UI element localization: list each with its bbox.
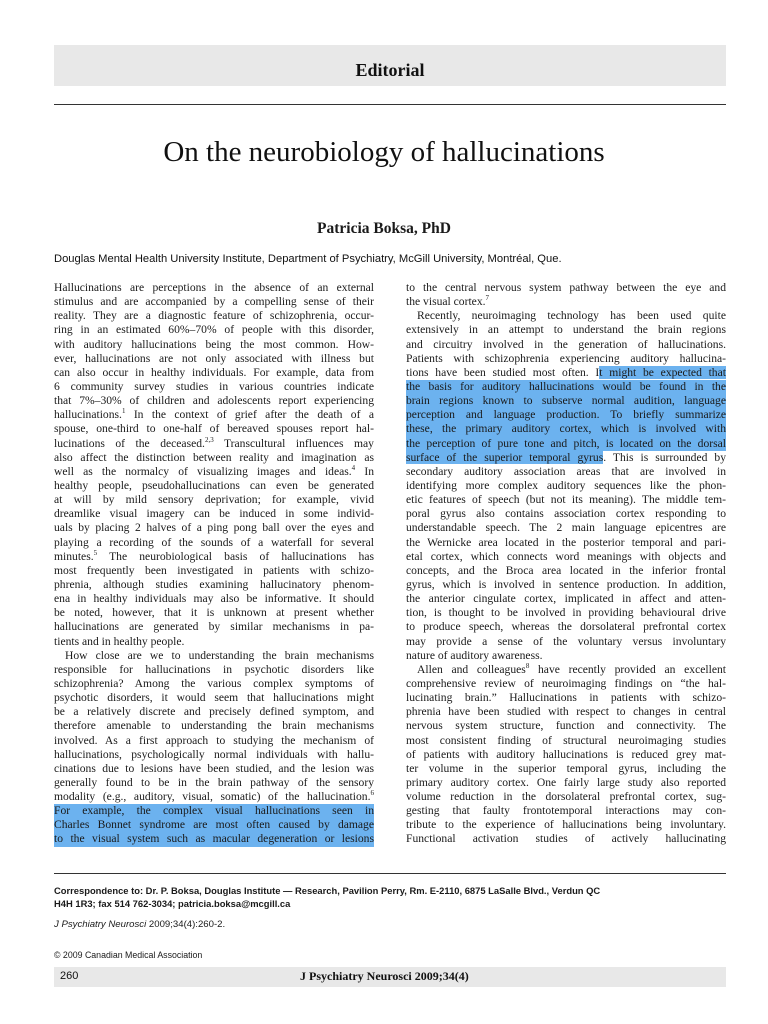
text-line [406,366,726,380]
text-line [54,620,374,634]
text-line [406,295,726,309]
line-text: healthy people, pseudohallucinations can even be generated [54,478,374,492]
line-text: identifying more complex auditory sequences like the phon- [406,478,726,492]
line-text: primary auditory cortex. One fairly large study also reported [406,775,726,789]
text-line [406,606,726,620]
copyright: © 2009 Canadian Medical Association [54,950,203,960]
text-line [406,818,726,832]
text-line [54,479,374,493]
reference-mark: 8 [525,662,530,670]
line-text: dreamlike visual imagery can be induced in some individ- [54,507,374,521]
text-line [406,734,726,748]
text-line [406,719,726,733]
journal-issue: J Psychiatry Neurosci 2009;34(4) [300,969,469,983]
text-line [406,790,726,804]
text-line [54,281,374,295]
line-text: Functional activation studies of actively hallucinating [406,832,726,846]
line-text: can also occur in healthy individuals. For example, data from [54,365,374,379]
line-text: Transcultural influences may [213,436,374,450]
text-line [54,649,374,663]
line-text: comprehensive review of neuroimaging findings on “the hal- [406,676,726,690]
text-line [54,790,374,804]
text-line [54,295,374,309]
text-line [54,635,374,649]
line-text: brain regions known to subserve normal audition, language [406,394,726,408]
reference-mark: 4 [351,464,356,472]
citation-details: 2009;34(4):260-2. [146,919,226,930]
text-line [54,719,374,733]
section-header-band [54,45,726,86]
text-line [406,479,726,493]
line-text: concepts, and the Broca area located in the inferior frontal [406,563,726,577]
line-text: of patients with auditory hallucinations is reduced grey mat- [406,747,726,761]
body-column-left [54,281,374,847]
line-text: therefore amenable to understanding the brain mechanisms [54,719,374,733]
author-affiliation: Douglas Mental Health University Institute, Department of Psychiatry, McGill University, Montréal, Que. [54,253,562,265]
line-text: hallucinations. [54,408,122,422]
line-text: How close are we to understanding the brain mechanisms [65,648,374,662]
line-text: hallucinations are generated by similar mechanisms in pa- [54,620,374,634]
line-text: schizophrenia? Among the various complex symptoms of [54,676,374,690]
highlighted-text: t might be expected that [599,365,726,379]
line-text: Allen and colleagues [417,662,526,676]
text-line [54,734,374,748]
text-line [406,507,726,521]
section-title: Editorial [355,60,425,80]
text-line [54,366,374,380]
line-text: psychotic disorders, it would seem that hallucinations might [54,691,374,705]
line-text: may provide a sense of the voluntary versus involuntary [406,634,726,648]
text-line [54,380,374,394]
line-text: Hallucinations are perceptions in the absence of an external [54,281,374,294]
correspondence-block [54,884,600,910]
text-line [54,437,374,451]
text-line [54,663,374,677]
text-line [406,281,726,295]
line-text: minutes. [54,549,94,563]
text-line [54,507,374,521]
line-text: generally found to be in the brain pathway of the sensory [54,775,374,789]
line-text: . This is surrounded by [603,450,726,464]
text-line [406,394,726,408]
line-text: 6 community survey studies in various countries indicate [54,379,374,393]
text-line [406,663,726,677]
line-text: etal cortex, which connects word meanings with objects and [406,549,726,563]
line-text: secondary auditory association areas that are involved in [406,464,726,478]
line-text: also affect the distinction between reality and imagination as [54,450,374,464]
text-line [406,776,726,790]
line-text: responsible for hallucinations in psychotic disorders like [54,662,374,676]
page-number: 260 [60,970,79,982]
reference-mark: 7 [485,295,490,303]
line-text: nature of auditory awareness. [406,648,543,662]
text-line [406,762,726,776]
line-text: tions have been studied most often. I [406,365,600,379]
text-line [406,578,726,592]
line-text: lucinations of the deceased. [54,436,205,450]
line-text: lucinating brain.” Hallucinations in patients with schizo- [406,691,726,705]
line-text: ring in an estimated 60%–70% of people with this disorder, [54,323,374,337]
text-line [54,691,374,705]
text-line [54,408,374,422]
text-line [406,451,726,465]
line-text: phrenia, although studies examining hallucinatory phenom- [54,577,374,591]
line-text: ena in healthy individuals may also be informative. It should [54,592,374,606]
line-text: at will by mild sensory deprivation; for example, vivid [54,493,374,507]
line-text: perception and language production. To briefly summarize [406,408,726,422]
line-text: For example, the complex visual hallucinations seen in [54,804,374,818]
line-text: with auditory hallucinations being the most common. How- [54,337,374,351]
text-line [54,804,374,818]
text-line [406,748,726,762]
text-line [54,493,374,507]
text-line [406,380,726,394]
text-line [406,620,726,634]
line-text: gyrus, which is involved in sentence production. In addition, [406,577,726,591]
text-line [54,592,374,606]
line-text: the Wernicke area located in the posterior temporal and pari- [406,535,726,549]
text-line [406,422,726,436]
line-text: In [355,464,374,478]
text-line [54,748,374,762]
line-text: understandable speech. The 2 main language epicentres are [406,521,726,535]
text-line [406,408,726,422]
line-text: modality (e.g., auditory, visual, somatic) of the hallucination. [54,790,371,804]
text-line [54,776,374,790]
line-text: extensively in an attempt to understand the brain regions [406,323,726,337]
line-text: volume reduction in the dorsolateral prefrontal cortex, sug- [406,790,726,804]
line-text: to produce speech, whereas the dorsolateral prefrontal cortex [406,620,726,634]
text-line [406,649,726,663]
article-title: On the neurobiology of hallucinations [163,136,605,168]
line-text: the anterior cingulate cortex, implicated in affect and atten- [406,592,726,606]
text-line [406,804,726,818]
line-text: most consistent finding of structural neuroimaging studies [406,733,726,747]
text-line [406,536,726,550]
citation [54,919,225,930]
line-text: In the context of grief after the death of a [125,408,374,422]
line-text: hallucinations, psychologically normal individuals with hallu- [54,747,374,761]
article-author: Patricia Boksa, PhD [317,220,451,237]
line-text: tients and in healthy people. [54,634,185,648]
text-line [406,705,726,719]
footnote-rule [54,873,726,874]
text-line [406,550,726,564]
line-text: be a relatively discrete and precisely defined symptom, and [54,705,374,719]
line-text: well as the normalcy of visualizing images and ideas. [54,464,352,478]
text-line [54,465,374,479]
line-text: have recently provided an excellent [529,662,726,676]
text-line [54,818,374,832]
text-line [406,592,726,606]
text-line [54,451,374,465]
reference-mark: 1 [121,408,126,416]
line-text: the perception of pure tone and pitch, is located on the dorsal [406,436,726,450]
text-line [54,352,374,366]
line-text: ever, hallucinations are not only associated with illness but [54,351,374,365]
line-text: the basis for auditory hallucinations would be found in the [406,379,726,393]
line-text: most frequently been investigated in patients with schizo- [54,563,374,577]
line-text: spouse, one-third to one-half of bereaved spouses report hal- [54,422,374,436]
text-line [54,536,374,550]
text-line [54,705,374,719]
text-line [54,762,374,776]
line-text: etic features of speech (but not its meaning). The middle tem- [406,493,726,507]
text-line [406,635,726,649]
text-line [54,550,374,564]
highlighted-text: surface of the superior temporal gyrus [406,450,604,464]
line-text: be noted, however, that it is unknown at present whether [54,606,374,620]
text-line [406,493,726,507]
text-line [54,606,374,620]
text-line [406,564,726,578]
line-text: Recently, neuroimaging technology has been used quite [417,309,726,323]
text-line [406,691,726,705]
line-text: tion, is thought to be involved in providing behavioural drive [406,606,726,620]
line-text: The neurobiological basis of hallucinations has [97,549,374,563]
line-text: to the visual system such as macular degeneration or lesions [54,832,374,846]
line-text: the visual cortex. [406,295,486,309]
correspondence-line: H4H 1R3; fax 514 762-3034; patricia.boksa@mcgill.ca [54,898,291,909]
text-line [406,521,726,535]
text-line [54,422,374,436]
text-line [54,309,374,323]
line-text: these, the primary auditory cortex, which is involved with [406,422,726,436]
text-line [406,352,726,366]
line-text: uals by placing 2 halves of a ping pong ball over the eyes and [54,521,374,535]
line-text: and circuitry involved in the generation of hallucinations. [406,337,726,351]
line-text: Patients with schizophrenia experiencing auditory hallucina- [406,351,726,365]
text-line [54,338,374,352]
text-line [406,437,726,451]
text-line [406,832,726,846]
reference-mark: 6 [370,790,374,798]
header-rule [54,104,726,105]
text-line [54,564,374,578]
line-text: phrenia have been studied with respect to changes in central [406,705,726,719]
text-line [406,323,726,337]
line-text: stimulus and are accompanied by a compelling sense of their [54,295,374,309]
text-line [54,677,374,691]
text-line [54,323,374,337]
line-text: reality. They are a diagnostic feature of schizophrenia, occur- [54,309,374,323]
text-line [54,394,374,408]
line-text: poral gyrus also contains association cortex responding to [406,507,726,521]
text-line [406,465,726,479]
line-text: playing a recording of the sounds of a waterfall for several [54,535,374,549]
line-text: involved. As a first approach to studying the mechanism of [54,733,374,747]
text-line [54,578,374,592]
reference-mark: 5 [93,549,98,557]
text-line [406,338,726,352]
line-text: that 7%–30% of children and adolescents report experiencing [54,394,374,408]
line-text: gesting that faulty frontotemporal interactions may con- [406,804,726,818]
citation-journal: J Psychiatry Neurosci [54,919,147,930]
correspondence-line: Correspondence to: Dr. P. Boksa, Douglas Institute — Research, Pavilion Perry, Rm. E-2110, 6875 LaSalle Blvd., Verdun QC [54,885,601,896]
line-text: Charles Bonnet syndrome are most often caused by damage [54,818,374,832]
reference-mark: 2,3 [204,436,214,444]
text-line [406,677,726,691]
line-text: nervous system structure, function and connectivity. The [406,719,726,733]
text-line [54,521,374,535]
line-text: to the central nervous system pathway between the eye and [406,281,726,294]
text-line [406,309,726,323]
line-text: tribute to the experience of hallucinations being involuntary. [406,818,726,832]
body-column-right [406,281,726,847]
line-text: ter volume in the superior temporal gyrus, including the [406,761,726,775]
text-line [54,832,374,846]
line-text: cinations due to lesions have been studied, and the lesion was [54,761,374,775]
